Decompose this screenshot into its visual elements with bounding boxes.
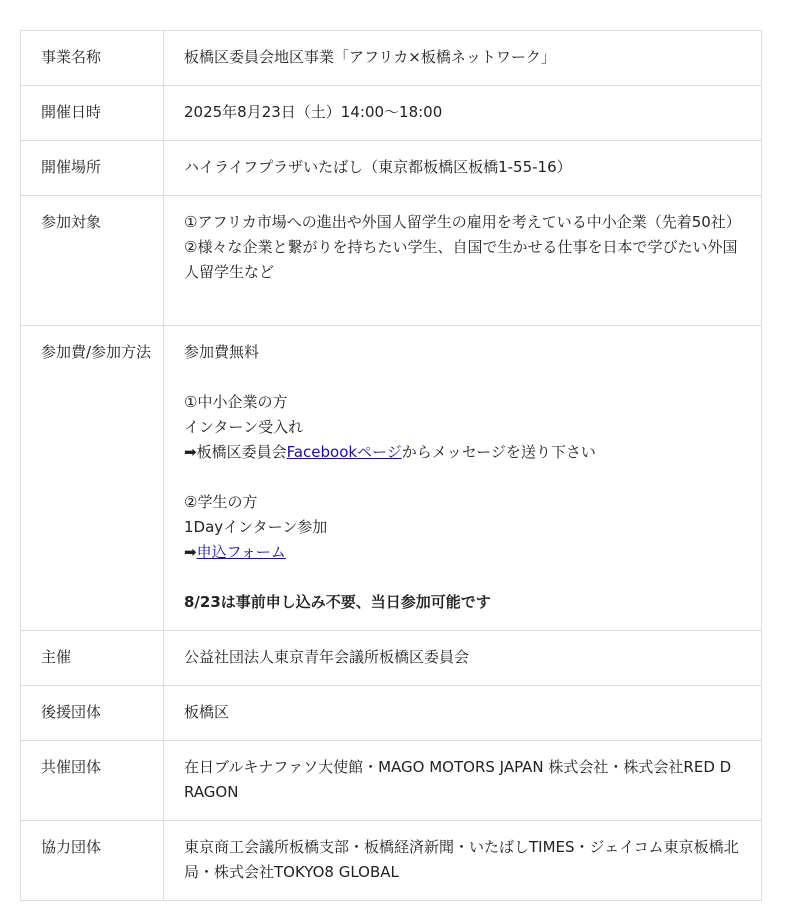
event-venue-label: 開催場所 <box>21 141 164 196</box>
sme-subtext: インターン受入れ <box>184 418 304 436</box>
row-target <box>21 196 762 326</box>
support-value: 板橋区 <box>164 686 762 741</box>
sme-action-prefix: ➡板橋区委員会 <box>184 443 287 461</box>
cosponsor-value: 在日ブルキナファソ大使館・MAGO MOTORS JAPAN 株式会社・株式会社RED DRAGON <box>164 741 762 821</box>
student-heading: ②学生の方 <box>184 493 258 511</box>
facebook-page-link[interactable]: Facebookページ <box>286 443 402 461</box>
application-form-link[interactable]: 申込フォーム <box>196 543 286 561</box>
target-value <box>164 196 762 326</box>
sme-heading: ①中小企業の方 <box>184 393 288 411</box>
target-line-students: ②様々な企業と繋がりを持ちたい学生、自国で生かせる仕事を日本で学びたい外国人留学生など <box>184 238 738 281</box>
organizer-label: 主催 <box>21 631 164 686</box>
organizer-value: 公益社団法人東京青年会議所板橋区委員会 <box>164 631 762 686</box>
cooperation-value: 東京商工会議所板橋支部・板橋経済新聞・いたばしTIMES・ジェイコム東京板橋北局・株式会社TOKYO8 GLOBAL <box>164 821 762 901</box>
row-organizer <box>21 631 762 686</box>
event-info-table <box>20 30 762 901</box>
event-name-value: 板橋区委員会地区事業「アフリカ×板橋ネットワーク」 <box>164 31 762 86</box>
spacer <box>184 465 741 490</box>
row-fee-method <box>21 326 762 631</box>
sme-action-suffix: からメッセージを送り下さい <box>401 443 596 461</box>
row-event-name <box>21 31 762 86</box>
row-cosponsor <box>21 741 762 821</box>
row-support <box>21 686 762 741</box>
student-arrow: ➡ <box>184 543 197 561</box>
fee-free-text: 参加費無料 <box>184 343 260 361</box>
event-date-label: 開催日時 <box>21 86 164 141</box>
cosponsor-label: 共催団体 <box>21 741 164 821</box>
student-subtext: 1Dayインターン参加 <box>184 518 328 536</box>
same-day-notice: 8/23は事前申し込み不要、当日参加可能です <box>184 593 491 611</box>
spacer <box>184 565 741 590</box>
student-action-line <box>184 540 741 565</box>
row-event-date <box>21 86 762 141</box>
fee-method-label: 参加費/参加方法 <box>21 326 164 631</box>
target-line-companies: ①アフリカ市場への進出や外国人留学生の雇用を考えている中小企業（先着50社） <box>184 213 741 231</box>
support-label: 後援団体 <box>21 686 164 741</box>
event-name-label: 事業名称 <box>21 31 164 86</box>
spacer <box>184 365 741 390</box>
target-label: 参加対象 <box>21 196 164 326</box>
row-event-venue <box>21 141 762 196</box>
event-date-value: 2025年8月23日（土）14:00〜18:00 <box>164 86 762 141</box>
fee-method-value <box>164 326 762 631</box>
event-venue-value: ハイライフプラザいたばし（東京都板橋区板橋1-55-16） <box>164 141 762 196</box>
sme-action-line <box>184 440 741 465</box>
cooperation-label: 協力団体 <box>21 821 164 901</box>
row-cooperation <box>21 821 762 901</box>
